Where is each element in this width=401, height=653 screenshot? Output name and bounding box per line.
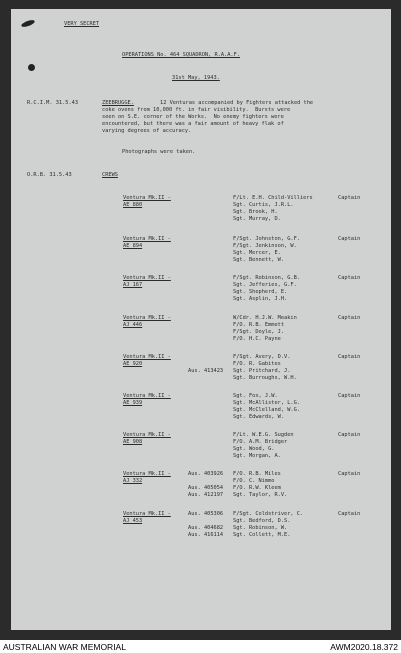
footer-institution: AUSTRALIAN WAR MEMORIAL [3, 642, 126, 652]
aircraft-type: Ventura Mk.II - [123, 195, 171, 201]
crew-member: F/Lt. W.E.G. Sugden [233, 432, 294, 438]
narrative-line: coke ovens from 10,000 ft. in fair visibility. Bursts were [102, 107, 291, 113]
crew-member: Sgt. Asplin, J.H. [233, 296, 288, 302]
aircraft-serial: AE 880 [123, 202, 143, 208]
service-number: Aus. 405054 [188, 485, 224, 491]
captain-label: Captain [338, 511, 361, 517]
crew-member: F/Sgt. Robinson, G.B. [233, 275, 300, 281]
photographs-note: Photographs were taken. [122, 149, 196, 155]
aircraft-type: Ventura Mk.II - [123, 354, 171, 360]
crew-member: Sgt. McClelland, W.G. [233, 407, 300, 413]
service-number: Aus. 413423 [188, 368, 224, 374]
classification: VERY SECRET [64, 21, 100, 27]
crew-member: Sgt. Bennett, W. [233, 257, 285, 263]
entry-reference: R.C.I.M. 31.5.43 [27, 100, 79, 106]
aircraft-serial: AJ 332 [123, 478, 143, 484]
captain-label: Captain [338, 315, 361, 321]
aircraft-type: Ventura Mk.II - [123, 393, 171, 399]
footer-catalogue-id: AWM2020.18.372 [330, 642, 398, 652]
service-number: Aus. 403926 [188, 471, 224, 477]
narrative-line: seen on S.E. corner of the Works. No enemy fighters were [102, 114, 284, 120]
crew-member: Sgt. Brook, H. [233, 209, 278, 215]
service-number: Aus. 404682 [188, 525, 224, 531]
crew-member: Sgt. Curtis, J.R.L. [233, 202, 294, 208]
service-number: Aus. 412197 [188, 492, 224, 498]
crew-member: Sgt. Murray, D. [233, 216, 281, 222]
aircraft-serial: AE 920 [123, 361, 143, 367]
crew-member: Sgt. Taylor, R.V. [233, 492, 288, 498]
crew-member: F/O. R.W. Kleem [233, 485, 281, 491]
crews-heading: CREWS [102, 172, 118, 178]
document-heading: OPERATIONS No. 464 SQUADRON, R.A.A.F. [122, 52, 240, 58]
crew-member: Sgt. Bedford, D.S. [233, 518, 291, 524]
aircraft-type: Ventura Mk.II - [123, 511, 171, 517]
crew-member: F/O. R.B. Miles [233, 471, 281, 477]
crew-member: F/Sgt. Coldstriver, C. [233, 511, 304, 517]
crew-member: F/Sgt. Doyle, J. [233, 329, 285, 335]
crew-member: F/Sgt. Jenkinson, W. [233, 243, 297, 249]
captain-label: Captain [338, 432, 361, 438]
crew-member: Sgt. Pritchard, J. [233, 368, 291, 374]
narrative-line: encountered, but there was a fair amount of heavy flak of [102, 121, 284, 127]
crew-member: F/O. R. Gabites [233, 361, 281, 367]
crew-member: Sgt. Morgan, A. [233, 453, 281, 459]
aircraft-type: Ventura Mk.II - [123, 432, 171, 438]
aircraft-serial: AJ 453 [123, 518, 143, 524]
captain-label: Captain [338, 275, 361, 281]
crew-member: W/Cdr. H.J.W. Meakin [233, 315, 297, 321]
aircraft-type: Ventura Mk.II - [123, 471, 171, 477]
crew-member: F/Sgt. Johnston, G.F. [233, 236, 300, 242]
crew-member: Sgt. Collett, M.E. [233, 532, 291, 538]
punch-hole [28, 64, 35, 71]
aircraft-type: Ventura Mk.II - [123, 236, 171, 242]
target-name: ZEEBRUGGE. [102, 100, 134, 106]
crew-member: Sgt. Fox, J.W. [233, 393, 278, 399]
service-number: Aus. 405306 [188, 511, 224, 517]
crew-member: Sgt. Robinson, W. [233, 525, 288, 531]
crew-member: F/Sgt. Avery, D.V. [233, 354, 291, 360]
aircraft-serial: AE 894 [123, 243, 143, 249]
crew-member: Sgt. Wood, G. [233, 446, 275, 452]
narrative-line: 12 Venturas accompanied by Fighters attacked the [160, 100, 314, 106]
crew-member: Sgt. Edwards, W. [233, 414, 285, 420]
captain-label: Captain [338, 393, 361, 399]
captain-label: Captain [338, 354, 361, 360]
footer-bar [0, 640, 401, 653]
captain-label: Captain [338, 236, 361, 242]
crew-member: Sgt. Jefferies, G.F. [233, 282, 297, 288]
crew-member: Sgt. Mercer, E. [233, 250, 281, 256]
aircraft-type: Ventura Mk.II - [123, 315, 171, 321]
narrative-line: varying degrees of accuracy. [102, 128, 192, 134]
aircraft-serial: AE 939 [123, 400, 143, 406]
crew-member: F/Lt. E.H. Child-Villiers [233, 195, 313, 201]
binder-clip-mark [21, 19, 36, 28]
aircraft-type: Ventura Mk.II - [123, 275, 171, 281]
crew-member: F/O. C. Nimmo [233, 478, 275, 484]
crew-member: Sgt. McAllister, L.G. [233, 400, 300, 406]
crew-member: F/O. A.M. Bridger [233, 439, 288, 445]
crew-member: Sgt. Shepherd, E. [233, 289, 288, 295]
document-page [11, 9, 391, 630]
captain-label: Captain [338, 195, 361, 201]
crew-member: F/O. H.C. Payne [233, 336, 281, 342]
service-number: Aus. 416114 [188, 532, 224, 538]
aircraft-serial: AE 908 [123, 439, 143, 445]
document-date: 31st May, 1943. [172, 75, 220, 81]
crew-member: Sgt. Burroughs, W.H. [233, 375, 297, 381]
aircraft-serial: AJ 446 [123, 322, 143, 328]
captain-label: Captain [338, 471, 361, 477]
crew-member: F/O. R.B. Emmett [233, 322, 285, 328]
aircraft-serial: AJ 167 [123, 282, 143, 288]
crews-reference: O.R.B. 31.5.43 [27, 172, 72, 178]
